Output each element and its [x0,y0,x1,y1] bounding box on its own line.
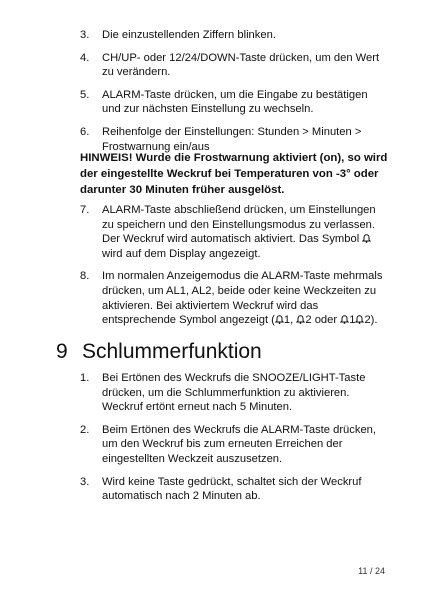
list-item [72,371,388,415]
symbol-label: 1 [283,314,291,327]
symbol-label: 1 [349,314,356,327]
item-text: Beim Ertönen des Weckrufs die ALARM-Taste drücken, um den Weckruf bis zum erneuten Erreichen der eingestellten Weckzeit auszusetzen. [102,423,377,465]
section-title: Schlummerfunktion [82,340,262,363]
list-item [72,28,388,43]
symbol-label: 2 [364,314,371,327]
item-number: 6. [80,125,90,138]
bell-icon [340,315,349,324]
list-item [72,203,388,261]
item-number: 3. [80,29,90,41]
item-text: Im normalen Anzeigemodus die ALARM-Taste mehrmals drücken, um AL1, AL2, beide oder keine Weckzeiten zu aktivieren. Bei aktiviertem Weckruf wird das entsprechende Symbol angezeigt ( [102,270,383,327]
bell-icon [296,315,305,324]
item-text: ). [370,314,378,327]
steps-list-bottom [72,371,388,512]
separator: , [290,314,297,327]
page-number: 11 / 24 [358,566,385,576]
item-number: 4. [80,51,90,64]
item-text: wird auf dem Display angezeigt. [102,247,261,260]
list-item [72,475,388,504]
section-heading [56,340,262,364]
list-item [72,51,388,80]
symbol-label: 2 [305,314,312,327]
item-text: Reihenfolge der Einstellungen: Stunden > Minuten > Frostwarnung ein/aus [102,125,362,153]
item-text: ALARM-Taste drücken, um die Eingabe zu bestätigen und zur nächsten Einstellung zu wechseln. [102,88,368,116]
list-item [72,423,388,467]
item-text: Bei Ertönen des Weckrufs die SNOOZE/LIGHT-Taste drücken, um die Schlummerfunktion zu aktivieren. Weckruf ertönt erneut nach 5 Minuten. [102,372,366,414]
list-item [72,88,388,117]
section-number: 9 [56,340,68,363]
item-number: 2. [80,423,90,436]
item-text: Wird keine Taste gedrückt, schaltet sich der Weckruf automatisch nach 2 Minuten ab. [102,475,362,503]
steps-list-top [72,28,388,162]
bell-icon [275,315,284,324]
note-hinweis: HINWEIS! Wurde die Frostwarnung aktiviert (on), so wird der eingestellte Weckruf bei Temperaturen von -3° oder darunter 30 Minuten früher ausgelöst. [80,152,388,196]
item-number: 8. [80,270,90,283]
item-text: CH/UP- oder 12/24/DOWN-Taste drücken, um den Wert zu verändern. [102,51,380,79]
separator: oder [311,314,341,327]
bell-icon [362,234,371,243]
item-number: 5. [80,88,90,101]
list-item [72,269,388,327]
item-text: Die einzustellenden Ziffern blinken. [102,29,276,41]
steps-list-middle [72,203,388,336]
item-number: 3. [80,475,90,488]
item-text: ALARM-Taste abschließend drücken, um Einstellungen zu speichern und den Einstellungsmodus zu verlassen. Der Weckruf wird automatisch aktiviert. Das Symbol [102,204,376,246]
item-number: 1. [80,372,90,384]
item-number: 7. [80,204,90,216]
